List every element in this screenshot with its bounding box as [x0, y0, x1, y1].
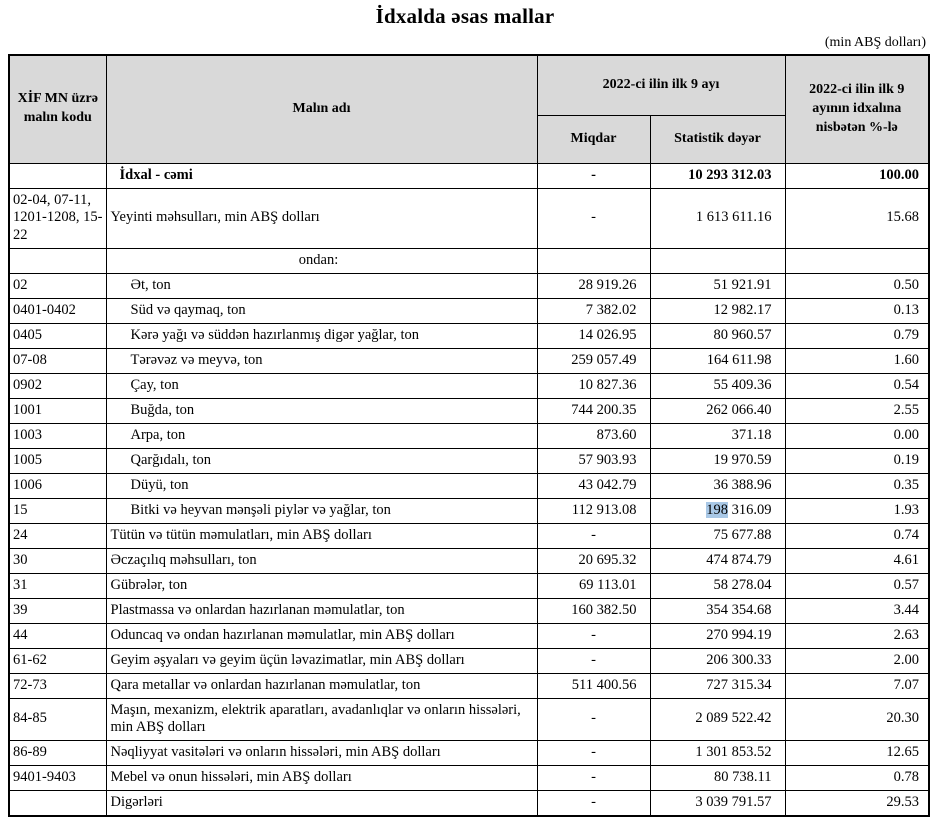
product-code: 15 — [9, 498, 106, 523]
quantity-value: - — [537, 188, 650, 248]
table-row — [9, 673, 929, 698]
product-name: Buğda, ton — [106, 398, 537, 423]
product-name: Düyü, ton — [106, 473, 537, 498]
statistical-value: 19 970.59 — [650, 448, 785, 473]
table-row — [9, 473, 929, 498]
header-period-group: 2022-ci ilin ilk 9 ayı — [537, 55, 785, 115]
product-name: Gübrələr, ton — [106, 573, 537, 598]
product-name: Plastmassa və onlardan hazırlanan məmulatlar, ton — [106, 598, 537, 623]
table-row — [9, 248, 929, 273]
table-row — [9, 448, 929, 473]
product-name: Tütün və tütün məmulatları, min ABŞ dolları — [106, 523, 537, 548]
product-code: 1001 — [9, 398, 106, 423]
quantity-value: 20 695.32 — [537, 548, 650, 573]
product-name: İdxal - cəmi — [106, 163, 537, 188]
statistical-value: 474 874.79 — [650, 548, 785, 573]
quantity-value: - — [537, 523, 650, 548]
statistical-value: 270 994.19 — [650, 623, 785, 648]
table-row — [9, 765, 929, 790]
percent-value: 20.30 — [785, 698, 929, 740]
percent-value: 0.35 — [785, 473, 929, 498]
product-code: 31 — [9, 573, 106, 598]
quantity-value: 14 026.95 — [537, 323, 650, 348]
percent-value: 15.68 — [785, 188, 929, 248]
statistical-value: 198 316.09 — [650, 498, 785, 523]
quantity-value: 57 903.93 — [537, 448, 650, 473]
product-code: 02 — [9, 273, 106, 298]
table-row — [9, 298, 929, 323]
statistical-value: 3 039 791.57 — [650, 790, 785, 815]
statistical-value: 36 388.96 — [650, 473, 785, 498]
percent-value: 7.07 — [785, 673, 929, 698]
percent-value: 0.54 — [785, 373, 929, 398]
table-row — [9, 598, 929, 623]
product-code: 07-08 — [9, 348, 106, 373]
table-row — [9, 498, 929, 523]
table-row — [9, 790, 929, 815]
quantity-value: 69 113.01 — [537, 573, 650, 598]
quantity-value: - — [537, 790, 650, 815]
product-code: 0902 — [9, 373, 106, 398]
product-code: 44 — [9, 623, 106, 648]
quantity-value: 160 382.50 — [537, 598, 650, 623]
product-code — [9, 790, 106, 815]
product-code: 1005 — [9, 448, 106, 473]
percent-value: 2.63 — [785, 623, 929, 648]
header-quantity: Miqdar — [537, 115, 650, 163]
table-row — [9, 698, 929, 740]
unit-note: (min ABŞ dolları) — [824, 35, 926, 50]
percent-value: 0.50 — [785, 273, 929, 298]
header-statistical-value: Statistik dəyər — [650, 115, 785, 163]
product-code: 72-73 — [9, 673, 106, 698]
table-row — [9, 163, 929, 188]
product-code: 30 — [9, 548, 106, 573]
product-name: Çay, ton — [106, 373, 537, 398]
header-product-code: XİF MN üzrə malın kodu — [9, 55, 106, 163]
product-name: Qara metallar və onlardan hazırlanan məmulatlar, ton — [106, 673, 537, 698]
product-name: Süd və qaymaq, ton — [106, 298, 537, 323]
statistical-value: 1 301 853.52 — [650, 740, 785, 765]
quantity-value: - — [537, 698, 650, 740]
statistical-value: 206 300.33 — [650, 648, 785, 673]
statistical-value: 727 315.34 — [650, 673, 785, 698]
table-row — [9, 623, 929, 648]
product-name: Geyim əşyaları və geyim üçün ləvazimatlar, min ABŞ dolları — [106, 648, 537, 673]
quantity-value — [537, 248, 650, 273]
percent-value: 0.79 — [785, 323, 929, 348]
product-code: 84-85 — [9, 698, 106, 740]
percent-value: 100.00 — [785, 163, 929, 188]
quantity-value: - — [537, 740, 650, 765]
quantity-value: 112 913.08 — [537, 498, 650, 523]
quantity-value: 873.60 — [537, 423, 650, 448]
product-name: Kərə yağı və süddən hazırlanmış digər yağlar, ton — [106, 323, 537, 348]
statistical-value: 80 960.57 — [650, 323, 785, 348]
statistical-value — [650, 248, 785, 273]
percent-value — [785, 248, 929, 273]
percent-value: 1.60 — [785, 348, 929, 373]
percent-value: 0.74 — [785, 523, 929, 548]
product-name: Digərləri — [106, 790, 537, 815]
percent-value: 1.93 — [785, 498, 929, 523]
product-name: Arpa, ton — [106, 423, 537, 448]
table-row — [9, 373, 929, 398]
table-row — [9, 740, 929, 765]
quantity-value: 259 057.49 — [537, 348, 650, 373]
table-body — [9, 163, 929, 816]
page-title: İdxalda əsas mallar — [375, 4, 555, 28]
quantity-value: 28 919.26 — [537, 273, 650, 298]
table-row — [9, 348, 929, 373]
table-row — [9, 648, 929, 673]
quantity-value: - — [537, 765, 650, 790]
product-code: 61-62 — [9, 648, 106, 673]
product-name: Maşın, mexanizm, elektrik aparatları, avadanlıqlar və onların hissələri, min ABŞ dolları — [106, 698, 537, 740]
product-code: 0405 — [9, 323, 106, 348]
quantity-value: 43 042.79 — [537, 473, 650, 498]
quantity-value: 10 827.36 — [537, 373, 650, 398]
percent-value: 2.55 — [785, 398, 929, 423]
table-row — [9, 523, 929, 548]
statistical-value: 1 613 611.16 — [650, 188, 785, 248]
percent-value: 4.61 — [785, 548, 929, 573]
quantity-value: - — [537, 623, 650, 648]
statistical-value: 51 921.91 — [650, 273, 785, 298]
product-name: Mebel və onun hissələri, min ABŞ dolları — [106, 765, 537, 790]
product-name: Qarğıdalı, ton — [106, 448, 537, 473]
percent-value: 0.78 — [785, 765, 929, 790]
header-percent: 2022-ci ilin ilk 9 ayının idxalına nisbətən %-lə — [785, 55, 929, 163]
table-row — [9, 398, 929, 423]
statistical-value: 58 278.04 — [650, 573, 785, 598]
product-name: Əczaçılıq məhsulları, ton — [106, 548, 537, 573]
product-code: 02-04, 07-11, 1201-1208, 15-22 — [9, 188, 106, 248]
product-name: Oduncaq və ondan hazırlanan məmulatlar, min ABŞ dolları — [106, 623, 537, 648]
statistical-value: 10 293 312.03 — [650, 163, 785, 188]
statistical-value: 2 089 522.42 — [650, 698, 785, 740]
statistical-value: 371.18 — [650, 423, 785, 448]
percent-value: 0.13 — [785, 298, 929, 323]
percent-value: 0.00 — [785, 423, 929, 448]
product-code: 39 — [9, 598, 106, 623]
product-code: 24 — [9, 523, 106, 548]
product-code: 1006 — [9, 473, 106, 498]
quantity-value: 7 382.02 — [537, 298, 650, 323]
table-row — [9, 188, 929, 248]
percent-value: 12.65 — [785, 740, 929, 765]
statistical-value: 55 409.36 — [650, 373, 785, 398]
product-code: 86-89 — [9, 740, 106, 765]
percent-value: 29.53 — [785, 790, 929, 815]
product-code — [9, 248, 106, 273]
product-code — [9, 163, 106, 188]
table-row — [9, 548, 929, 573]
quantity-value: - — [537, 163, 650, 188]
quantity-value: 744 200.35 — [537, 398, 650, 423]
header-product-name: Malın adı — [106, 55, 537, 163]
percent-value: 0.57 — [785, 573, 929, 598]
product-code: 1003 — [9, 423, 106, 448]
table-row — [9, 573, 929, 598]
imports-table — [8, 54, 930, 817]
statistical-value: 354 354.68 — [650, 598, 785, 623]
percent-value: 0.19 — [785, 448, 929, 473]
product-name: Ət, ton — [106, 273, 537, 298]
quantity-value: - — [537, 648, 650, 673]
quantity-value: 511 400.56 — [537, 673, 650, 698]
product-name: ondan: — [106, 248, 537, 273]
statistical-value: 12 982.17 — [650, 298, 785, 323]
table-header — [9, 55, 929, 163]
statistical-value: 80 738.11 — [650, 765, 785, 790]
table-row — [9, 273, 929, 298]
product-name: Bitki və heyvan mənşəli piylər və yağlar, ton — [106, 498, 537, 523]
product-name: Tərəvəz və meyvə, ton — [106, 348, 537, 373]
statistical-value: 262 066.40 — [650, 398, 785, 423]
statistical-value: 164 611.98 — [650, 348, 785, 373]
product-name: Yeyinti məhsulları, min ABŞ dolları — [106, 188, 537, 248]
table-row — [9, 323, 929, 348]
product-code: 0401-0402 — [9, 298, 106, 323]
percent-value: 2.00 — [785, 648, 929, 673]
product-name: Nəqliyyat vasitələri və onların hissələri, min ABŞ dolları — [106, 740, 537, 765]
table-row — [9, 423, 929, 448]
product-code: 9401-9403 — [9, 765, 106, 790]
percent-value: 3.44 — [785, 598, 929, 623]
highlighted-text: 198 — [706, 501, 728, 518]
statistical-value: 75 677.88 — [650, 523, 785, 548]
